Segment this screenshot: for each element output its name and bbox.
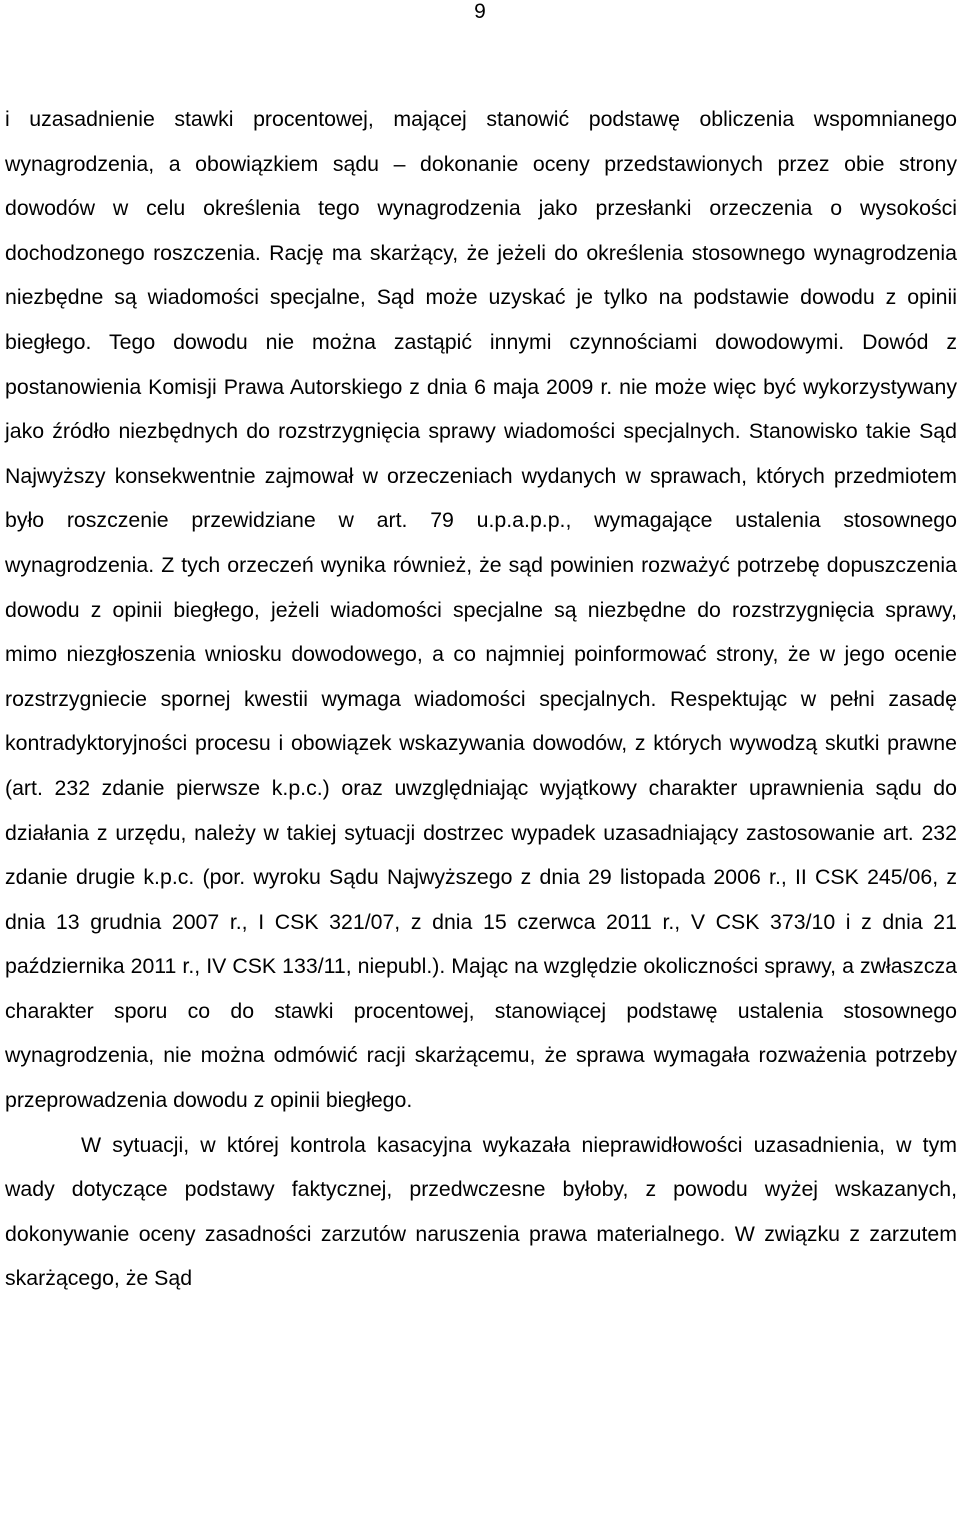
document-body — [5, 97, 957, 1301]
page-number: 9 — [474, 0, 486, 23]
paragraph-2: W sytuacji, w której kontrola kasacyjna wykazała nieprawidłowości uzasadnienia, w tym wady dotyczące podstawy faktycznej, przedwczesne byłoby, z powodu wyżej wskazanych, dokonywanie oceny zasadności zarzutów naruszenia prawa materialnego. W związku z zarzutem skarżącego, że Sąd — [5, 1132, 957, 1291]
paragraph-1: i uzasadnienie stawki procentowej, mającej stanowić podstawę obliczenia wspomnianego wynagrodzenia, a obowiązkiem sądu – dokonanie oceny przedstawionych przez obie strony dowodów w celu określenia tego wynagrodzenia jako przesłanki orzeczenia o wysokości dochodzonego roszczenia. Rację ma skarżący, że jeżeli do określenia stosownego wynagrodzenia niezbędne są wiadomości specjalne, Sąd może uzyskać je tylko na podstawie dowodu z opinii biegłego. Tego dowodu nie można zastąpić innymi czynnościami dowodowymi. Dowód z postanowienia Komisji Prawa Autorskiego z dnia 6 maja 2009 r. nie może więc być wykorzystywany jako źródło niezbędnych do rozstrzygnięcia sprawy wiadomości specjalnych. Stanowisko takie Sąd Najwyższy konsekwentnie zajmował w orzeczeniach wydanych w sprawach, których przedmiotem było roszczenie przewidziane w art. 79 u.p.a.p.p., wymagające ustalenia stosownego wynagrodzenia. Z tych orzeczeń wynika również, że sąd powinien rozważyć potrzebę dopuszczenia dowodu z opinii biegłego, jeżeli wiadomości specjalne są niezbędne do rozstrzygnięcia sprawy, mimo niezgłoszenia wniosku dowodowego, a co najmniej poinformować strony, że w jego ocenie rozstrzygniecie spornej kwestii wymaga wiadomości specjalnych. Respektując w pełni zasadę kontradyktoryjności procesu i obowiązek wskazywania dowodów, z których wywodzą skutki prawne (art. 232 zdanie pierwsze k.p.c.) oraz uwzględniając wyjątkowy charakter uprawnienia sądu do działania z urzędu, należy w takiej sytuacji dostrzec wypadek uzasadniający zastosowanie art. 232 zdanie drugie k.p.c. (por. wyroku Sądu Najwyższego z dnia 29 listopada 2006 r., II CSK 245/06, z dnia 13 grudnia 2007 r., I CSK 321/07, z dnia 15 czerwca 2011 r., V CSK 373/10 i z dnia 21 października 2011 r., IV CSK 133/11, niepubl.). Mając na względzie okoliczności sprawy, a zwłaszcza charakter sporu co do stawki procentowej, stanowiącej podstawę ustalenia stosownego wynagrodzenia, nie można odmówić racji skarżącemu, że sprawa wymagała rozważenia potrzeby przeprowadzenia dowodu z opinii biegłego. — [5, 107, 957, 1113]
